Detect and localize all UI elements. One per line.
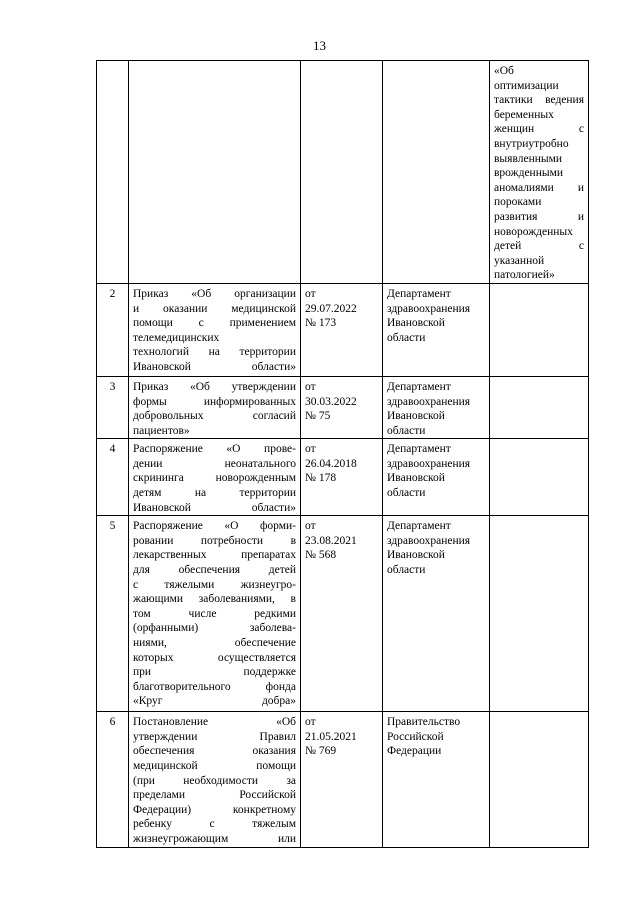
cell-text-line: беременных: [494, 108, 554, 121]
cell-text-line: области: [387, 564, 426, 577]
row-number-cell: [97, 516, 129, 712]
cell-text-line: от: [305, 287, 316, 300]
cell-text-line: благотворительного фонда: [133, 680, 296, 693]
cell-text-line: выявленными: [494, 152, 563, 165]
cell-text-line: оптимизации: [494, 79, 559, 92]
cell-text-line: 30.03.2022: [305, 395, 357, 408]
cell-text-line: которых осуществляется: [133, 651, 296, 664]
cell-text-line: здравоохранения: [387, 302, 471, 315]
cell-text-line: Приказ «Об утверждении: [133, 380, 296, 393]
note-cell: [490, 516, 589, 712]
cell-text-line: № 173: [305, 317, 337, 330]
cell-text-line: Правительство: [387, 716, 461, 729]
cell-text-line: 21.05.2021: [305, 730, 357, 743]
issuing-authority-cell: [383, 712, 490, 847]
cell-text-line: Департамент: [387, 520, 451, 533]
cell-text-line: внутриутробно: [494, 137, 569, 150]
cell-text-line: Ивановской: [387, 410, 445, 423]
cell-text-line: 23.08.2021: [305, 534, 357, 547]
cell-text-line: аномалиями и: [494, 181, 584, 194]
row-number-cell: [97, 283, 129, 376]
cell-text-line: жизнеугрожающим или: [133, 833, 296, 845]
document-date-cell: [301, 61, 383, 284]
cell-text-line: (орфанными) заболева-: [133, 622, 296, 635]
cell-text-line: Ивановской: [387, 317, 445, 330]
page-number: 13: [313, 38, 326, 53]
note-cell: [490, 712, 589, 847]
cell-text-line: Департамент: [387, 287, 451, 300]
document-date-cell: [301, 516, 383, 712]
cell-text-line: Ивановской: [387, 549, 445, 562]
cell-text-line: области: [387, 487, 426, 500]
cell-text: 4: [109, 443, 116, 456]
document-name-cell: [129, 61, 301, 284]
cell-text-line: с тяжелыми жизнеугро-: [133, 578, 296, 591]
cell-text-line: обеспечения оказания: [133, 745, 296, 758]
cell-text-line: добровольных согласий: [133, 410, 296, 423]
issuing-authority-cell: [383, 61, 490, 284]
cell-text-line: том числе редкими: [133, 607, 296, 620]
cell-text-line: 26.04.2018: [305, 457, 357, 470]
cell-text-line: пределами Российской: [133, 789, 296, 802]
cell-text-line: ниями, обеспечение: [133, 637, 296, 649]
cell-text-line: указанной: [494, 254, 545, 267]
table-row: [97, 283, 589, 376]
cell-text: 5: [109, 520, 116, 533]
note-cell: [490, 376, 589, 438]
cell-text-line: Приказ «Об организации: [133, 287, 296, 300]
cell-text-line: детей с: [494, 240, 584, 253]
cell-text-line: для обеспечения детей: [133, 564, 296, 577]
cell-text-line: скрининга новорожденным: [133, 472, 296, 485]
cell-text-line: Распоряжение «О форми-: [133, 520, 296, 533]
document-date-cell: [301, 376, 383, 438]
row-number-cell: [97, 376, 129, 438]
table-row: [97, 712, 589, 847]
cell-text-line: Ивановской: [387, 472, 445, 485]
cell-text-line: 29.07.2022: [305, 302, 357, 315]
cell-text-line: от: [305, 716, 316, 729]
cell-text-line: Постановление «Об: [133, 716, 296, 729]
cell-text-line: новорожденных: [494, 225, 573, 238]
cell-text-line: «Об: [494, 65, 514, 77]
cell-text-line: здравоохранения: [387, 534, 471, 547]
cell-text-line: ребенку с тяжелым: [133, 818, 296, 831]
document-name-cell: [129, 283, 301, 376]
cell-text-line: развития и: [494, 210, 584, 223]
cell-text-line: (при необходимости за: [133, 774, 296, 787]
cell-text-line: тактики ведения: [494, 94, 584, 107]
cell-text-line: жающими заболеваниями, в: [133, 593, 296, 606]
cell-text-line: пороками: [494, 196, 542, 209]
cell-text-line: № 568: [305, 549, 337, 562]
cell-text-line: № 178: [305, 472, 337, 485]
cell-text: 3: [109, 380, 116, 393]
cell-text-line: формы информированных: [133, 395, 296, 408]
cell-text-line: пациентов»: [133, 424, 190, 437]
document-date-cell: [301, 712, 383, 847]
cell-text-line: Российской: [387, 730, 444, 743]
cell-text-line: области: [387, 424, 426, 437]
document-date-cell: [301, 283, 383, 376]
cell-text-line: № 769: [305, 745, 337, 758]
cell-text-line: № 75: [305, 410, 331, 423]
document-name-cell: [129, 376, 301, 438]
row-number-cell: [97, 61, 129, 284]
table-row: [97, 61, 589, 284]
cell-text-line: дении неонатального: [133, 457, 296, 470]
cell-text-line: Федерации: [387, 745, 442, 758]
table-row: [97, 516, 589, 712]
issuing-authority-cell: [383, 376, 490, 438]
cell-text: 6: [109, 716, 116, 729]
cell-text-line: врожденными: [494, 167, 564, 180]
cell-text-line: от: [305, 380, 316, 393]
cell-text-line: и оказании медицинской: [133, 302, 296, 315]
note-cell: [490, 283, 589, 376]
issuing-authority-cell: [383, 283, 490, 376]
cell-text-line: помощи с применением: [133, 317, 296, 330]
cell-text-line: утверждении Правил: [133, 730, 296, 743]
cell-text-line: от: [305, 443, 316, 456]
note-cell: [490, 61, 589, 284]
table-row: [97, 439, 589, 516]
document-name-cell: [129, 516, 301, 712]
cell-text: 2: [109, 287, 116, 300]
table-row: [97, 376, 589, 438]
issuing-authority-cell: [383, 516, 490, 712]
cell-text-line: Департамент: [387, 380, 451, 393]
cell-text-line: детям на территории: [133, 487, 296, 500]
cell-text-line: здравоохранения: [387, 395, 471, 408]
cell-text-line: ровании потребности в: [133, 534, 296, 547]
cell-text-line: телемедицинских: [133, 331, 220, 344]
document-date-cell: [301, 439, 383, 516]
cell-text-line: технологий на территории: [133, 346, 296, 359]
cell-text-line: здравоохранения: [387, 457, 471, 470]
cell-text-line: патологией»: [494, 269, 555, 282]
row-number-cell: [97, 712, 129, 847]
issuing-authority-cell: [383, 439, 490, 516]
note-cell: [490, 439, 589, 516]
document-name-cell: [129, 712, 301, 847]
cell-text-line: Ивановской области»: [133, 360, 296, 373]
cell-text-line: медицинской помощи: [133, 760, 296, 773]
documents-table: [96, 60, 589, 848]
cell-text-line: Распоряжение «О прове-: [133, 443, 296, 456]
row-number-cell: [97, 439, 129, 516]
cell-text-line: женщин с: [494, 123, 584, 136]
cell-text-line: «Круг добра»: [133, 695, 296, 708]
cell-text-line: лекарственных препаратах: [133, 549, 296, 562]
cell-text-line: Департамент: [387, 443, 451, 456]
cell-text-line: при поддержке: [133, 666, 296, 679]
cell-text-line: Федерации) конкретному: [133, 803, 296, 816]
cell-text-line: от: [305, 520, 316, 533]
document-name-cell: [129, 439, 301, 516]
cell-text-line: Ивановской области»: [133, 501, 296, 514]
cell-text-line: области: [387, 331, 426, 344]
